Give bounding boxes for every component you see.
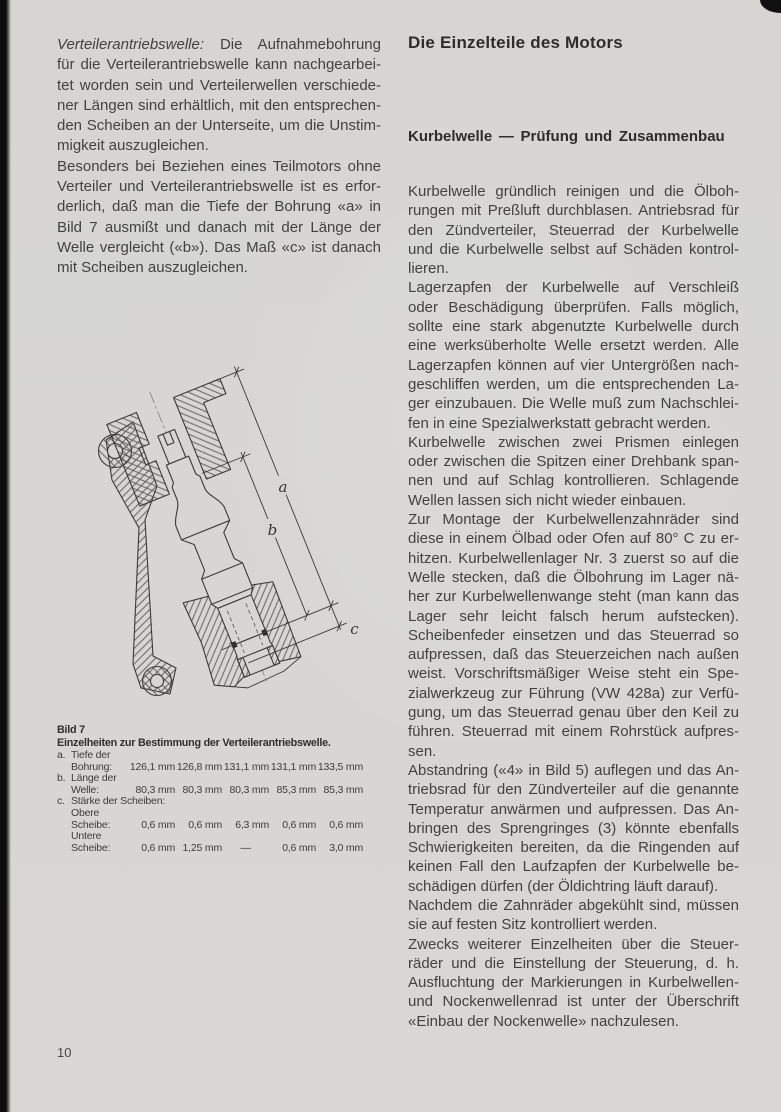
text-line: und die Kurbelwelle selbst auf Schäden kontrol- (408, 240, 739, 258)
text-line: sollte eine stark abgenutzte Kurbelwelle durch (408, 318, 739, 336)
table-row (57, 808, 391, 820)
text-line: tet worden sein und Verteilerwellen verschiede- (57, 76, 381, 94)
row-prefix: b. (57, 772, 66, 785)
table-row (57, 796, 391, 808)
text-line: führen. Steuerrad mit einem Rohrstück aufpres- (408, 723, 739, 741)
italic-lead: Verteilerantriebswelle: (57, 36, 205, 53)
figure-caption-text: Einzelheiten zur Bestimmung der Verteilerantriebswelle. (57, 736, 331, 749)
figure-spec-table (57, 750, 391, 854)
row-label: Scheibe: (71, 841, 111, 854)
value-cell: 85,3 mm (276, 783, 316, 796)
text-line: den Zündverteiler, Steuerrad der Kurbelwelle (408, 221, 739, 239)
row-prefix (57, 831, 71, 843)
text-line: Bild 7 ausmißt und danach mit der Länge der (57, 218, 381, 236)
row-prefix (57, 843, 71, 855)
paragraph (408, 935, 739, 1031)
row-prefix: a. (57, 749, 66, 761)
paragraph (408, 182, 739, 278)
text-line: «Einbau der Nockenwelle» nachzulesen. (408, 1012, 680, 1030)
text-line: her zur Kurbelwellenwange steht (man kann das (408, 588, 739, 606)
paragraph (408, 896, 739, 935)
text-line: keinen Fall den Laufzapfen der Kurbelwelle be- (408, 858, 739, 876)
text-line: Ausfluchtung der Markierungen in Kurbelwellen- (408, 974, 739, 992)
value-cell: — (240, 841, 251, 854)
page-number: 10 (57, 1045, 72, 1060)
subsection-title: Kurbelwelle — Prüfung und Zusammenbau (408, 128, 725, 145)
value-cell: 0,6 mm (329, 818, 363, 831)
value-cell: 6,3 mm (235, 818, 269, 831)
text-line: Temperatur anwärmen und aufpressen. Das An- (408, 800, 739, 818)
text-line: für die Verteilerantriebswelle kann nachgearbei- (57, 56, 381, 74)
text-line: Abstandring («4» in Bild 5) auflegen und das An- (408, 761, 739, 779)
text-line: eine werksüberholte Welle ersetzt werden. Alle (408, 337, 739, 355)
text-line: aufpressen, daß das Steuerzeichen nach außen (408, 646, 739, 664)
text-line: ger einzubauen. Die Welle muß zum Nachschlei- (408, 395, 739, 413)
paragraph (408, 278, 739, 432)
text-line: zialwerkzeug zur Führung (VW 428a) zur Verfü- (408, 684, 739, 702)
text-line: räder und die Einstellung der Steuerung, d. h. (408, 954, 739, 972)
text-line: Verteilerantriebswelle: Die Aufnahmebohrung (57, 36, 381, 53)
text-line: Lager sehr leicht falsch herum aufstecken). (408, 607, 739, 625)
dimension-label-a: a (278, 478, 288, 497)
dimension-label-c: c (350, 620, 359, 639)
value-cell: 1,25 mm (182, 841, 222, 854)
row-label: Scheibe: (71, 818, 111, 831)
text-line: Scheibenfeder einsetzen und das Steuerrad so (408, 626, 739, 644)
row-prefix (57, 808, 71, 820)
row-label: Länge der (71, 772, 117, 785)
value-cell: 0,6 mm (141, 841, 175, 854)
text-line: lieren. (408, 260, 449, 278)
scan-left-edge (0, 0, 11, 1112)
text-line: oder Beschädigung überprüfen. Falls möglich, (408, 298, 739, 316)
text-line: diese in einem Ölbad oder Ofen auf 80° C zu er- (408, 530, 739, 548)
value-cell: 133,5 mm (317, 760, 363, 773)
text-line: ner Längen sind erhältlich, mit den entsprechen- (57, 96, 381, 114)
value-cell: 3,0 mm (329, 841, 363, 854)
text-line: sen. (408, 742, 437, 760)
table-row (57, 843, 391, 855)
figure-bild7-drawing (60, 322, 400, 720)
text-line: fen in eine Spezialwerkstatt gebracht werden. (408, 414, 711, 432)
text-line: den Scheiben an der Unterseite, um die Unstim- (57, 117, 381, 135)
text-line: mit Scheiben auszugleichen. (57, 259, 248, 277)
text-line: Besonders bei Beziehen eines Teilmotors ohne (57, 157, 381, 175)
row-label: Welle: (71, 783, 99, 796)
text-line: triebsrad für den Zündverteiler auf die genannte (408, 781, 739, 799)
value-cell: 126,1 mm (129, 760, 175, 773)
text-line: gung, um das Steuerrad genau über den Keil zu (408, 704, 739, 722)
figure-caption (57, 724, 391, 854)
left-column (57, 35, 381, 279)
text-line: Kurbelwelle gründlich reinigen und die Ölboh- (408, 183, 739, 200)
text-line: und Nockenwellenrad ist unter der Überschrift (408, 993, 739, 1011)
value-cell: 80,3 mm (229, 783, 269, 796)
text-line: Zwecks weiterer Einzelheiten über die Steuer- (408, 935, 739, 953)
value-cell: 80,3 mm (182, 783, 222, 796)
text-line: Lagerzapfen der Kurbelwelle auf Verschleiß (408, 279, 739, 297)
value-cell: 0,6 mm (282, 841, 316, 854)
text-line: nen und auf Schlag kontrollieren. Schlagende (408, 472, 739, 490)
text-line: migkeit auszugleichen. (57, 137, 209, 155)
value-cell: 0,6 mm (188, 818, 222, 831)
value-cell: 0,6 mm (141, 818, 175, 831)
text-line: weist. Vorschriftsmäßiger Weise steht ein Spe- (408, 665, 739, 683)
text-line: derlich, daß man die Tiefe der Bohrung «a» in (57, 198, 381, 216)
scan-corner-shadow (760, 0, 781, 13)
text-line: Welle vergleicht («b»). Das Maß «c» ist danach (57, 238, 381, 256)
text-line: Verteiler und Verteilerantriebswelle ist es erfor- (57, 178, 381, 196)
table-row (57, 820, 391, 832)
value-cell: 0,6 mm (282, 818, 316, 831)
row-prefix (57, 820, 71, 832)
table-row (57, 750, 391, 762)
text-line: Wellen lassen sich nicht wieder einbauen. (408, 491, 687, 509)
text-line: oder zwischen die Spitzen einer Drehbank span- (408, 453, 739, 471)
row-header: Stärke der Scheiben: (71, 795, 166, 808)
paragraph (57, 157, 381, 279)
text-line: sie auf festen Sitz kontrolliert werden. (408, 916, 658, 934)
text-line: Welle stecken, daß die Ölbohrung im Lager nä- (408, 568, 739, 586)
section-title: Die Einzelteile des Motors (408, 33, 623, 52)
figure-caption-title: Bild 7 (57, 724, 85, 736)
paragraph (57, 35, 381, 157)
row-prefix: c. (57, 795, 65, 808)
text-line: Zur Montage der Kurbelwellenzahnräder sind (408, 511, 739, 529)
value-cell: 85,3 mm (323, 783, 363, 796)
value-cell: 131,1 mm (223, 760, 269, 773)
text-line: Lagerzapfen können auf vier Untergrößen nach- (408, 356, 739, 374)
row-label: Untere (71, 830, 102, 843)
text-line: bringen des Sprengringes (3) könnte ebenfalls (408, 819, 739, 837)
text-line: Schwierigkeiten bereiten, da die Ringenden auf (408, 839, 739, 857)
row-label: Tiefe der (71, 749, 111, 761)
table-row (57, 831, 391, 843)
row-label: Obere (71, 806, 100, 819)
value-cell: 131,1 mm (270, 760, 316, 773)
text-line: hitzen. Kurbelwellenlager Nr. 3 zuerst so auf die (408, 549, 739, 567)
text-line: Nachdem die Zahnräder abgekühlt sind, müssen (408, 896, 739, 914)
right-column-body (408, 182, 739, 1031)
paragraph (408, 510, 739, 761)
text-line: Kurbelwelle zwischen zwei Prismen einlegen (408, 433, 739, 451)
text-line: rungen mit Preßluft durchblasen. Antriebsrad für (408, 202, 739, 220)
text-line: geschliffen werden, um die entsprechenden La- (408, 375, 739, 393)
text-line: schädigen dürfen (der Öldichtring läuft darauf). (408, 877, 719, 895)
dimension-label-b: b (267, 521, 278, 540)
paragraph (408, 761, 739, 896)
value-cell: 126,8 mm (176, 760, 222, 773)
paragraph (408, 433, 739, 510)
value-cell: 80,3 mm (135, 783, 175, 796)
row-label: Bohrung: (71, 760, 113, 773)
